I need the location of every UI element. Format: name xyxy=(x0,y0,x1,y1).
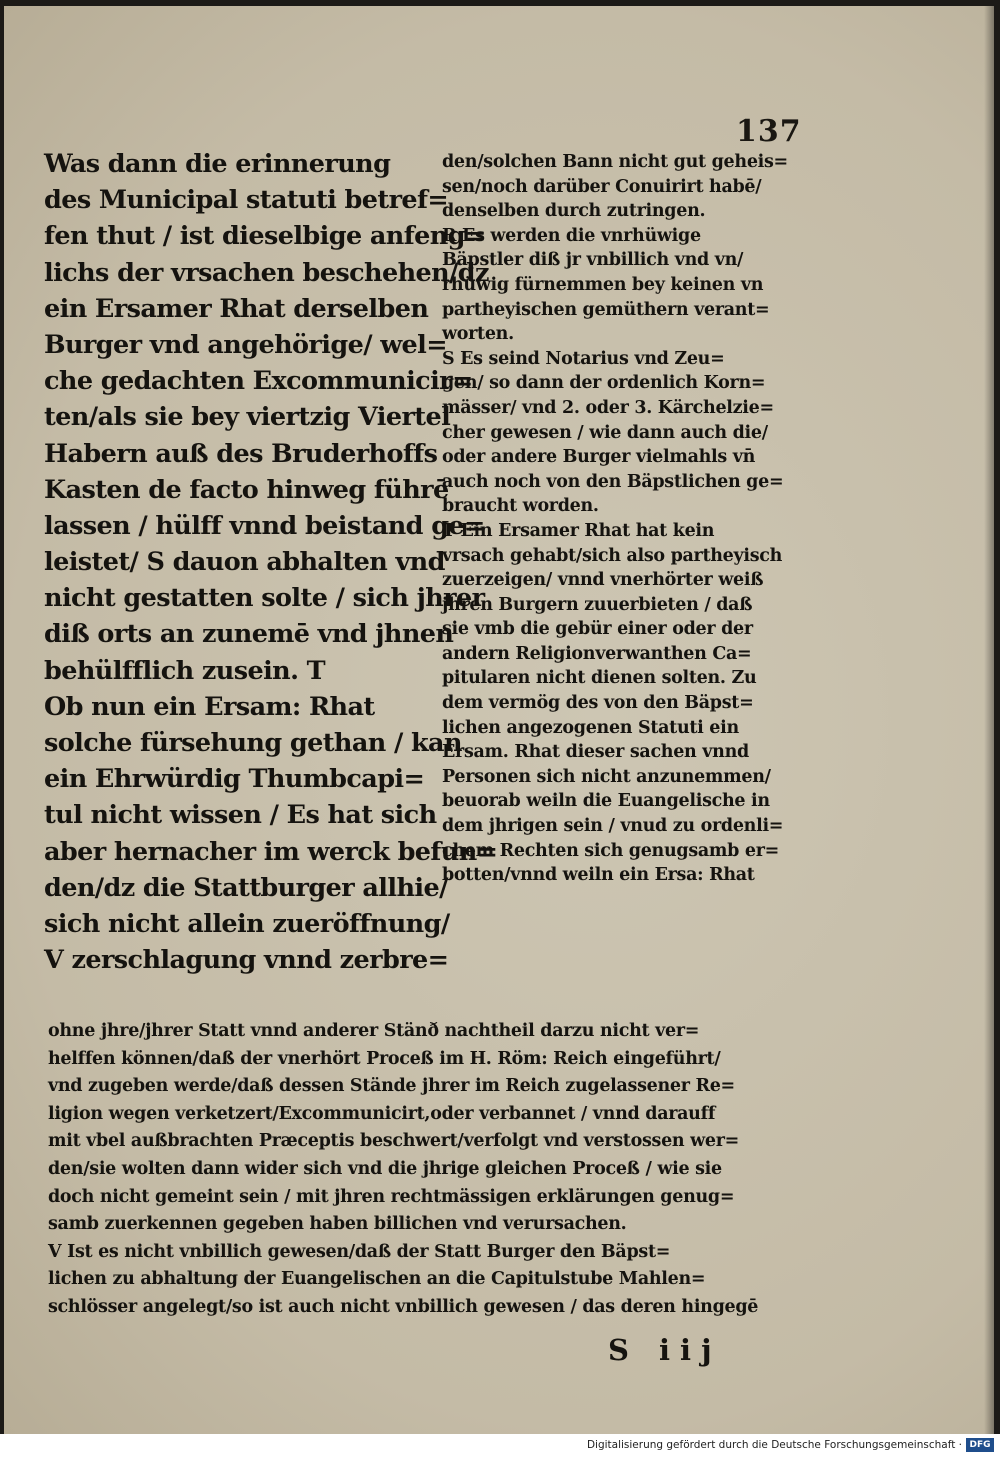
text-line: auch noch von den Bäpstlichen ge= xyxy=(442,471,784,492)
text-line: den/dz die Stattburger allhie/ xyxy=(44,872,448,903)
text-line: partheyischen gemüthern verant= xyxy=(442,299,770,320)
page-number: 137 xyxy=(736,114,802,149)
text-line: R Es werden die vnrhüwige xyxy=(442,225,701,246)
text-line: che gedachten Excommunicir= xyxy=(44,366,473,397)
text-line: behülfflich zusein. T xyxy=(44,655,326,686)
dfg-logo: DFG xyxy=(966,1438,994,1452)
text-line: diß orts an zunemē vnd jhnen xyxy=(44,619,454,650)
text-line: aber hernacher im werck befun= xyxy=(44,836,498,867)
text-line: Personen sich nicht anzunemmen/ xyxy=(442,766,771,787)
text-line: beuorab weiln die Euangelische in xyxy=(442,791,770,812)
text-line: nicht gestatten solte / sich jhrer xyxy=(44,583,485,614)
text-line: worten. xyxy=(442,324,514,345)
text-line: samb zuerkennen gegeben haben billichen vnd verursachen. xyxy=(48,1214,627,1235)
text-line: lichen angezogenen Statuti ein xyxy=(442,717,739,738)
text-line: S Es seind Notarius vnd Zeu= xyxy=(442,348,725,369)
text-line: schlösser angelegt/so ist auch nicht vnbillich gewesen / das deren hingegē xyxy=(48,1296,759,1317)
text-line: ein Ersamer Rhat derselben xyxy=(44,293,429,324)
text-line: ein Ehrwürdig Thumbcapi= xyxy=(44,764,425,795)
text-line: des Municipal statuti betref= xyxy=(44,185,449,216)
text-line: tul nicht wissen / Es hat sich xyxy=(44,800,437,831)
text-line: pitularen nicht dienen solten. Zu xyxy=(442,668,757,689)
text-line: lichen zu abhaltung der Euangelischen an die Capitulstube Mahlen= xyxy=(48,1269,706,1290)
text-line: Was dann die erinnerung xyxy=(44,149,391,179)
text-line: vrsach gehabt/sich also partheyisch xyxy=(442,545,783,566)
text-line: T Ein Ersamer Rhat hat kein xyxy=(442,520,715,541)
text-line: Bäpstler diß jr vnbillich vnd vn/ xyxy=(442,250,744,271)
scanned-page xyxy=(4,6,994,1434)
text-line: Ersam. Rhat dieser sachen vnnd xyxy=(442,742,749,763)
text-line: helffen können/daß der vnerhört Proceß im H. Röm: Reich eingeführt/ xyxy=(48,1048,721,1069)
text-line: fen thut / ist dieselbige anfeng= xyxy=(44,221,486,252)
text-line: mässer/ vnd 2. oder 3. Kärchelzie= xyxy=(442,397,774,418)
text-line: braucht worden. xyxy=(442,496,599,517)
text-line: sich nicht allein zueröffnung/ xyxy=(44,908,450,939)
text-line: lichs der vrsachen beschehen/dz xyxy=(44,257,489,288)
text-line: mit vbel außbrachten Præceptis beschwert/verfolgt vnd verstossen wer= xyxy=(48,1131,739,1152)
text-line: zuerzeigen/ vnnd vnerhörter weiß xyxy=(442,570,764,591)
text-line: den/solchen Bann nicht gut geheis= xyxy=(442,152,788,172)
text-line: solche fürsehung gethan / kan xyxy=(44,728,462,758)
text-line: dem vermög des von den Bäpst= xyxy=(442,693,754,714)
text-line: botten/vnnd weiln ein Ersa: Rhat xyxy=(442,865,755,886)
text-line: vnd zugeben werde/daß dessen Stände jhrer im Reich zugelassener Re= xyxy=(48,1076,735,1097)
text-line: andern Religionverwanthen Ca= xyxy=(442,643,752,664)
text-line: rhüwig fürnemmen bey keinen vn xyxy=(442,274,764,295)
text-line: oder andere Burger vielmahls vn̄ xyxy=(442,447,756,468)
text-line: jhren Burgern zuuerbieten / daß xyxy=(442,594,753,615)
text-line: dem jhrigen sein / vnud zu ordenli= xyxy=(442,816,784,837)
text-line: cher gewesen / wie dann auch die/ xyxy=(442,422,768,443)
text-line: chem Rechten sich genugsamb er= xyxy=(442,840,779,861)
text-line: Burger vnd angehörige/ wel= xyxy=(44,329,448,360)
text-line: ligion wegen verketzert/Excommunicirt,oder verbannet / vnnd darauff xyxy=(48,1103,716,1124)
footer-bar xyxy=(0,1434,1000,1457)
text-line: gen/ so dann der ordenlich Korn= xyxy=(442,373,766,394)
right-column xyxy=(442,150,822,888)
text-line: sie vmb die gebür einer oder der xyxy=(442,619,753,640)
text-line: sen/noch darüber Conuirirt habē/ xyxy=(442,176,762,197)
text-line: lassen / hülff vnnd beistand ge= xyxy=(44,510,485,541)
text-line: den/sie wolten dann wider sich vnd die jhrige gleichen Proceß / wie sie xyxy=(48,1158,722,1179)
text-line: V zerschlagung vnnd zerbre= xyxy=(44,945,449,976)
footer-credit: Digitalisierung gefördert durch die Deutsche Forschungsgemeinschaft · xyxy=(586,1439,962,1451)
text-line: ohne jhre/jhrer Statt vnnd anderer Stänð nachtheil darzu nicht ver= xyxy=(48,1021,700,1041)
text-line: Kasten de facto hinweg führē xyxy=(44,474,449,505)
text-line: V Ist es nicht vnbillich gewesen/daß der Statt Burger den Bäpst= xyxy=(48,1241,671,1262)
text-line: ten/als sie bey viertzig Viertel xyxy=(44,402,451,433)
text-line: denselben durch zutringen. xyxy=(442,201,706,222)
full-width-text xyxy=(48,1018,838,1322)
text-line: leistet/ S dauon abhalten vnd xyxy=(44,547,445,578)
text-line: Habern auß des Bruderhoffs xyxy=(44,438,438,469)
page-edge-shadow xyxy=(984,6,994,1434)
text-line: Ob nun ein Ersam: Rhat xyxy=(44,691,375,722)
text-line: doch nicht gemeint sein / mit jhren rechtmässigen erklärungen genug= xyxy=(48,1186,735,1207)
signature-mark: S iij xyxy=(608,1333,722,1367)
